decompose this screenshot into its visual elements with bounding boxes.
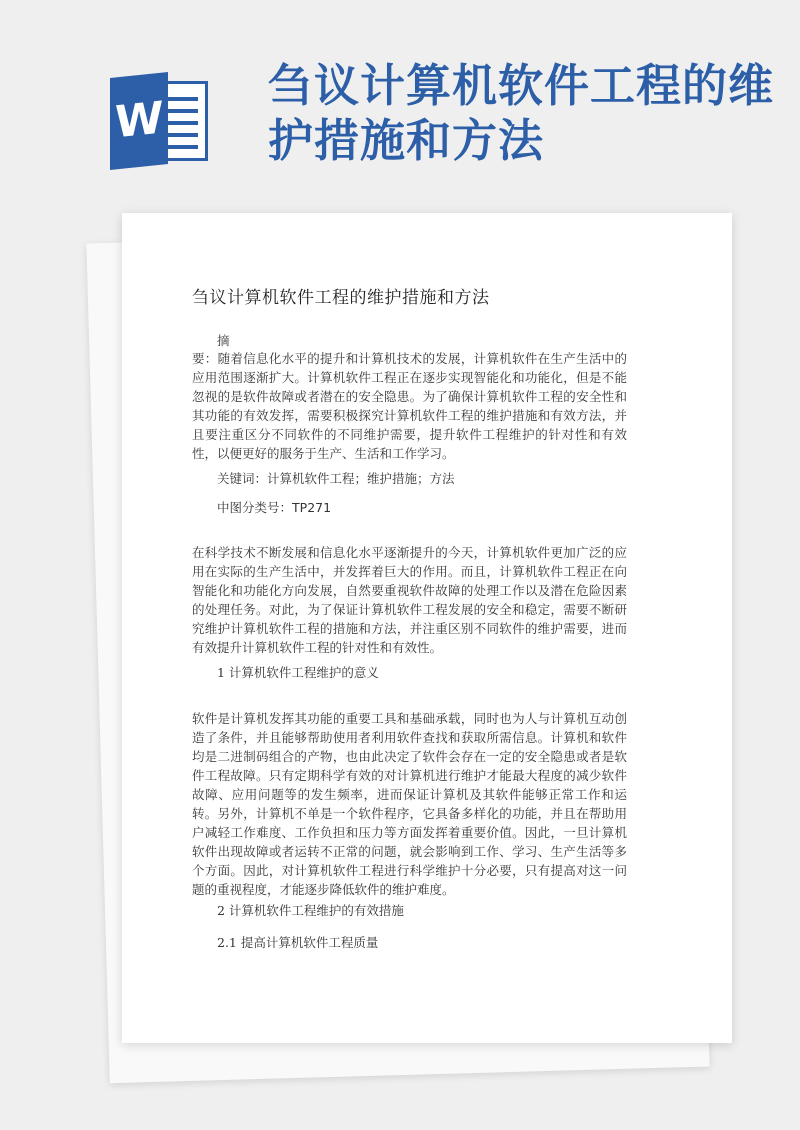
- document-page: [122, 213, 732, 1043]
- abstract-label: 摘: [217, 333, 230, 348]
- section-heading-1: 1 计算机软件工程维护的意义: [217, 665, 379, 680]
- document-title: 刍议计算机软件工程的维护措施和方法: [192, 288, 490, 308]
- subsection-heading-2-1: 2.1 提高计算机软件工程质量: [217, 935, 379, 950]
- word-icon-letter: W: [110, 72, 168, 170]
- classification-value: TP271: [292, 500, 332, 515]
- abstract-body: 要：随着信息化水平的提升和计算机技术的发展，计算机软件在生产生活中的应用范围逐渐扩大。计算机软件工程正在逐步实现智能化和功能化，但是不能忽视的是软件故障或者潜在的安全隐患。为了确保计算机软件工程的安全性和其功能的有效发挥，需要积极探究计算机软件工程的维护措施和有效方法，并且要注重区分不同软件的不同维护需要，提升软件工程维护的针对性和有效性，以便更好的服务于生产、生活和工作学习。: [192, 351, 627, 461]
- classification-label: 中图分类号：: [217, 500, 293, 515]
- section-1-paragraph: 软件是计算机发挥其功能的重要工具和基础承载，同时也为人与计算机互动创造了条件，并且能够帮助使用者利用软件查找和获取所需信息。计算机和软件均是二进制码组合的产物，也由此决定了软件会存在一定的安全隐患或者是软件工程故障。只有定期科学有效的对计算机进行维护才能最大程度的减少软件故障、应用问题等的发生频率，进而保证计算机及其软件能够正常工作和运转。另外，计算机不单是一个软件程序，它具备多样化的功能，并且在帮助用户减轻工作难度、工作负担和压力等方面发挥着重要价值。因此，一旦计算机软件出现故障或者运转不正常的问题，就会影响到工作、学习、生产生活等多个方面。因此，对计算机软件工程进行科学维护十分必要，只有提高对这一问题的重视程度，才能逐步降低软件的维护难度。: [192, 711, 627, 897]
- banner-title: 刍议计算机软件工程的维护措施和方法: [268, 59, 775, 167]
- header-banner: [0, 0, 800, 200]
- classification-number: [217, 498, 652, 517]
- intro-paragraph: 在科学技术不断发展和信息化水平逐渐提升的今天，计算机软件更加广泛的应用在实际的生产生活中，并发挥着巨大的作用。而且，计算机软件工程正在向智能化和功能化方向发展，自然要重视软件故障的处理工作以及潜在危险因素的处理任务。对此，为了保证计算机软件工程发展的安全和稳定，需要不断研究维护计算机软件工程的措施和方法，并注重区别不同软件的维护需要，进而有效提升计算机软件工程的针对性和有效性。: [192, 545, 627, 655]
- word-document-icon: [110, 75, 210, 167]
- section-heading-2: 2 计算机软件工程维护的有效措施: [217, 903, 404, 918]
- keywords: 关键词：计算机软件工程；维护措施；方法: [217, 471, 455, 486]
